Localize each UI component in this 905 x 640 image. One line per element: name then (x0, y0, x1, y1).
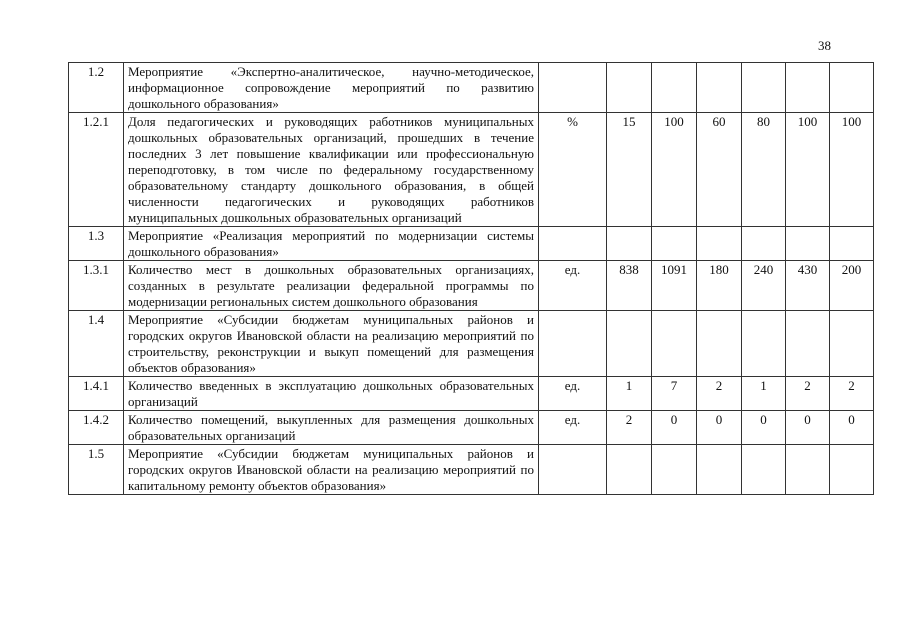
row-unit (539, 311, 607, 377)
row-value-3 (697, 445, 742, 495)
row-unit: % (539, 113, 607, 227)
row-value-5: 100 (786, 113, 830, 227)
indicators-table (68, 62, 874, 495)
row-value-4 (742, 227, 786, 261)
row-value-4: 1 (742, 377, 786, 411)
row-description: Количество мест в дошкольных образовательных организациях, созданных в результате реализации федеральной программы по модернизации региональных систем дошкольного образования (124, 261, 539, 311)
row-value-2 (652, 311, 697, 377)
row-value-3 (697, 63, 742, 113)
row-value-6: 100 (830, 113, 874, 227)
row-value-6: 2 (830, 377, 874, 411)
row-value-2: 1091 (652, 261, 697, 311)
row-unit: ед. (539, 377, 607, 411)
table-row (69, 311, 874, 377)
row-value-5: 430 (786, 261, 830, 311)
row-description: Мероприятие «Субсидии бюджетам муниципальных районов и городских округов Ивановской области на реализацию мероприятий по строительству, реконструкции и выкуп помещений для размещения объектов образования» (124, 311, 539, 377)
row-description: Количество введенных в эксплуатацию дошкольных образовательных организаций (124, 377, 539, 411)
row-value-5 (786, 445, 830, 495)
row-value-1 (607, 311, 652, 377)
row-number: 1.3 (69, 227, 124, 261)
row-value-6 (830, 63, 874, 113)
row-value-1 (607, 445, 652, 495)
table-row (69, 411, 874, 445)
row-value-1: 838 (607, 261, 652, 311)
row-value-5 (786, 63, 830, 113)
row-value-1: 1 (607, 377, 652, 411)
row-value-1 (607, 63, 652, 113)
row-unit (539, 445, 607, 495)
row-value-6 (830, 227, 874, 261)
table-row (69, 445, 874, 495)
row-unit: ед. (539, 261, 607, 311)
row-number: 1.2 (69, 63, 124, 113)
row-number: 1.5 (69, 445, 124, 495)
row-number: 1.3.1 (69, 261, 124, 311)
row-value-2 (652, 445, 697, 495)
row-value-5: 2 (786, 377, 830, 411)
row-description: Доля педагогических и руководящих работников муниципальных дошкольных образовательных организаций, прошедших в течение последних 3 лет повышение квалификации или профессиональную переподготовку, в том числе по федеральному государственному образовательному стандарту дошкольного образования, в общей численности педагогических и руководящих работников муниципальных дошкольных образовательных организаций (124, 113, 539, 227)
row-value-4 (742, 445, 786, 495)
table-row (69, 261, 874, 311)
row-value-1: 15 (607, 113, 652, 227)
row-value-5 (786, 311, 830, 377)
row-description: Количество помещений, выкупленных для размещения дошкольных образовательных организаций (124, 411, 539, 445)
row-value-4 (742, 63, 786, 113)
row-value-3 (697, 227, 742, 261)
row-value-5 (786, 227, 830, 261)
table-row (69, 377, 874, 411)
row-value-6 (830, 311, 874, 377)
row-value-5: 0 (786, 411, 830, 445)
row-value-1 (607, 227, 652, 261)
row-description: Мероприятие «Экспертно-аналитическое, научно-методическое, информационное сопровождение мероприятий по развитию дошкольного образования» (124, 63, 539, 113)
row-value-6: 200 (830, 261, 874, 311)
row-value-1: 2 (607, 411, 652, 445)
row-description: Мероприятие «Субсидии бюджетам муниципальных районов и городских округов Ивановской области на реализацию мероприятий по капитальному ремонту объектов образования» (124, 445, 539, 495)
row-value-4: 80 (742, 113, 786, 227)
row-value-3 (697, 311, 742, 377)
row-value-2: 100 (652, 113, 697, 227)
row-value-3: 0 (697, 411, 742, 445)
row-value-2 (652, 227, 697, 261)
row-description: Мероприятие «Реализация мероприятий по модернизации системы дошкольного образования» (124, 227, 539, 261)
row-number: 1.4.1 (69, 377, 124, 411)
row-value-2: 7 (652, 377, 697, 411)
row-unit: ед. (539, 411, 607, 445)
row-value-2 (652, 63, 697, 113)
row-value-3: 60 (697, 113, 742, 227)
table-row (69, 227, 874, 261)
row-number: 1.2.1 (69, 113, 124, 227)
row-value-4: 240 (742, 261, 786, 311)
row-value-4 (742, 311, 786, 377)
table-row (69, 113, 874, 227)
table-row (69, 63, 874, 113)
row-number: 1.4.2 (69, 411, 124, 445)
table-body (69, 63, 874, 495)
row-value-3: 180 (697, 261, 742, 311)
row-value-6: 0 (830, 411, 874, 445)
page-number: 38 (818, 38, 831, 53)
row-unit (539, 227, 607, 261)
row-number: 1.4 (69, 311, 124, 377)
row-value-6 (830, 445, 874, 495)
row-value-3: 2 (697, 377, 742, 411)
row-value-2: 0 (652, 411, 697, 445)
row-value-4: 0 (742, 411, 786, 445)
row-unit (539, 63, 607, 113)
